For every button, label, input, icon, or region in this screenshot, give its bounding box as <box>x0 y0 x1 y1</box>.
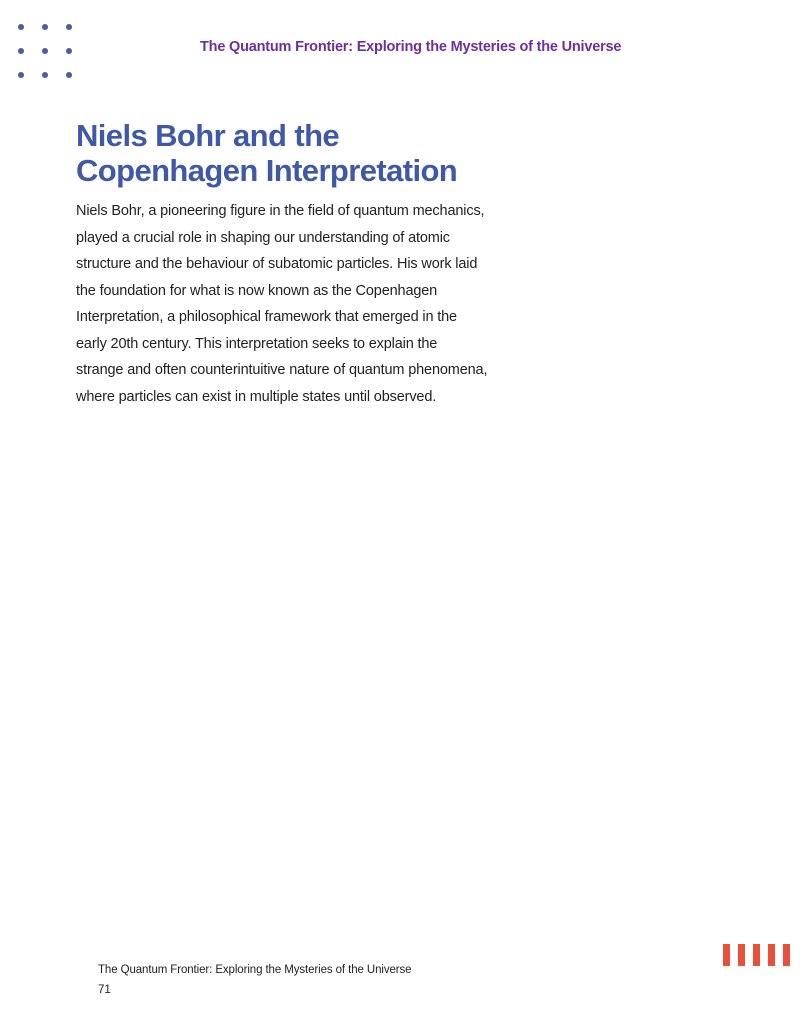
page-number: 71 <box>98 984 111 996</box>
body-paragraph: Niels Bohr, a pioneering figure in the field of quantum mechanics, played a crucial role in shaping our understanding of atomic structure and the behaviour of subatomic particles. His work laid the foundation for what is now known as the Copenhagen Interpretation, a philosophical framework that emerged in the early 20th century. This interpretation seeks to explain the strange and often counterintuitive nature of quantum phenomena, where particles can exist in multiple states until observed. <box>76 203 488 405</box>
decorative-dot <box>66 24 72 30</box>
decorative-dot <box>42 48 48 54</box>
running-header: The Quantum Frontier: Exploring the Mysteries of the Universe <box>200 39 622 55</box>
decorative-dot <box>66 48 72 54</box>
decorative-stripe <box>768 944 775 966</box>
decorative-stripe <box>723 944 730 966</box>
decorative-dot-grid <box>18 24 78 78</box>
decorative-dot <box>18 24 24 30</box>
footer-title: The Quantum Frontier: Exploring the Mysteries of the Universe <box>98 964 412 976</box>
decorative-dot <box>66 72 72 78</box>
decorative-stripes <box>723 944 793 966</box>
decorative-dot <box>18 72 24 78</box>
decorative-dot <box>42 72 48 78</box>
decorative-stripe <box>753 944 760 966</box>
decorative-stripe <box>783 944 790 966</box>
decorative-dot <box>42 24 48 30</box>
decorative-stripe <box>738 944 745 966</box>
section-title: Niels Bohr and the Copenhagen Interpretation <box>76 118 458 188</box>
decorative-dot <box>18 48 24 54</box>
